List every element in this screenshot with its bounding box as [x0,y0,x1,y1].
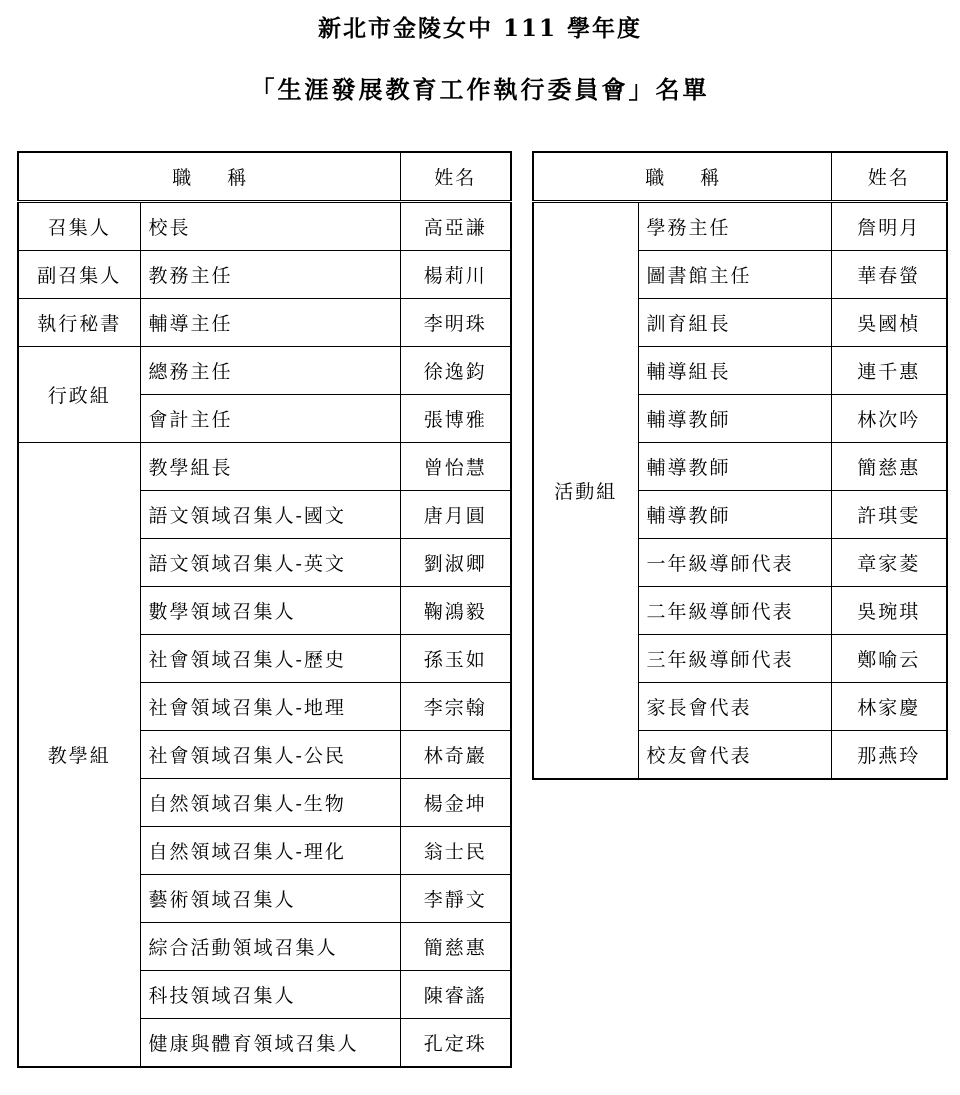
position-cell: 輔導組長 [638,347,831,395]
header-cell-title: 職稱 [18,152,400,202]
position-cell: 一年級導師代表 [638,539,831,587]
position-cell: 輔導主任 [140,299,400,347]
name-cell: 詹明月 [831,202,947,251]
name-cell: 簡慈惠 [831,443,947,491]
position-cell: 學務主任 [638,202,831,251]
name-cell: 吳國楨 [831,299,947,347]
document-subtitle: 「生涯發展教育工作執行委員會」名單 [250,75,710,104]
position-cell: 教學組長 [140,443,400,491]
name-cell: 鞠鴻毅 [400,587,511,635]
table-row [18,202,511,251]
table-row [533,202,947,251]
name-cell: 張博雅 [400,395,511,443]
position-cell: 輔導教師 [638,491,831,539]
header-cell-title: 職稱 [533,152,831,202]
position-cell: 會計主任 [140,395,400,443]
name-cell: 連千惠 [831,347,947,395]
position-cell: 訓育組長 [638,299,831,347]
name-cell: 劉淑卿 [400,539,511,587]
name-cell: 許琪雯 [831,491,947,539]
group-cell: 教學組 [18,443,140,1068]
position-cell: 社會領域召集人-公民 [140,731,400,779]
header-cell-name: 姓名 [831,152,947,202]
position-cell: 自然領域召集人-理化 [140,827,400,875]
name-cell: 華春螢 [831,251,947,299]
name-cell: 翁士民 [400,827,511,875]
position-cell: 校長 [140,202,400,251]
table-row [18,251,511,299]
right-roster-table [532,151,948,780]
group-cell: 行政組 [18,347,140,443]
position-cell: 二年級導師代表 [638,587,831,635]
position-cell: 社會領域召集人-地理 [140,683,400,731]
position-cell: 健康與體育領域召集人 [140,1019,400,1068]
table-header-row [18,152,511,202]
position-cell: 語文領域召集人-國文 [140,491,400,539]
position-cell: 數學領域召集人 [140,587,400,635]
name-cell: 吳琬琪 [831,587,947,635]
header-cell-name: 姓名 [400,152,511,202]
group-cell: 活動組 [533,202,638,780]
position-cell: 校友會代表 [638,731,831,780]
name-cell: 李宗翰 [400,683,511,731]
name-cell: 李明珠 [400,299,511,347]
name-cell: 高亞謙 [400,202,511,251]
table-header-row [533,152,947,202]
name-cell: 唐月圓 [400,491,511,539]
group-cell: 執行秘書 [18,299,140,347]
name-cell: 徐逸鈞 [400,347,511,395]
position-cell: 綜合活動領域召集人 [140,923,400,971]
name-cell: 林奇巖 [400,731,511,779]
position-cell: 教務主任 [140,251,400,299]
name-cell: 那燕玲 [831,731,947,780]
table-row [18,443,511,491]
name-cell: 林次吟 [831,395,947,443]
name-cell: 孔定珠 [400,1019,511,1068]
position-cell: 家長會代表 [638,683,831,731]
document-title: 新北市金陵女中 111 學年度 [317,15,643,42]
position-cell: 語文領域召集人-英文 [140,539,400,587]
group-cell: 副召集人 [18,251,140,299]
name-cell: 林家慶 [831,683,947,731]
position-cell: 社會領域召集人-歷史 [140,635,400,683]
position-cell: 總務主任 [140,347,400,395]
table-row [18,347,511,395]
name-cell: 鄭喻云 [831,635,947,683]
group-cell: 召集人 [18,202,140,251]
position-cell: 科技領域召集人 [140,971,400,1019]
position-cell: 藝術領域召集人 [140,875,400,923]
left-roster-table [17,151,512,1068]
name-cell: 曾怡慧 [400,443,511,491]
table-row [18,299,511,347]
name-cell: 李靜文 [400,875,511,923]
position-cell: 自然領域召集人-生物 [140,779,400,827]
name-cell: 陳睿謠 [400,971,511,1019]
name-cell: 楊金坤 [400,779,511,827]
position-cell: 三年級導師代表 [638,635,831,683]
position-cell: 圖書館主任 [638,251,831,299]
name-cell: 簡慈惠 [400,923,511,971]
position-cell: 輔導教師 [638,395,831,443]
name-cell: 章家菱 [831,539,947,587]
name-cell: 楊莉川 [400,251,511,299]
position-cell: 輔導教師 [638,443,831,491]
name-cell: 孫玉如 [400,635,511,683]
